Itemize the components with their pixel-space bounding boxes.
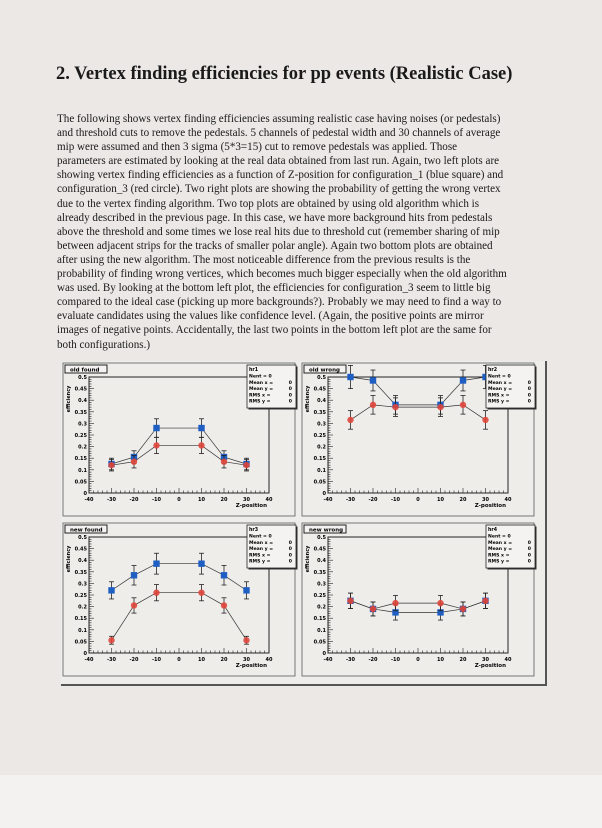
x-tick-label: 10 xyxy=(437,497,444,503)
data-point-square xyxy=(460,377,466,383)
stats-label: RMS x = xyxy=(249,393,271,399)
x-tick-label: -10 xyxy=(390,497,401,503)
x-tick-label: -10 xyxy=(390,657,401,663)
paragraph-line: already described in the previous page. In this case, we have more background hits from pedestals xyxy=(57,211,493,224)
paragraph-line: parameters are estimated by looking at the real data obtained from last run. Again, two left plots are xyxy=(57,155,500,168)
data-point-circle xyxy=(108,637,114,643)
stats-value: 0 xyxy=(288,399,292,405)
paragraph-line: due to the vertex finding algorithm. Two top plots are obtained by using old algorithm which is xyxy=(57,197,480,210)
body-paragraph xyxy=(57,112,577,352)
stats-value: 0 xyxy=(288,559,292,565)
x-tick-label: -10 xyxy=(151,657,162,663)
paragraph-line: between adjacent strips for the tracks of smaller polar angle). Again two bottom plots are obtained xyxy=(57,239,493,252)
y-tick-label: 0.15 xyxy=(74,456,87,463)
paragraph-line: was used. By looking at the bottom left plot, the efficiencies for configuration_3 seem to little big xyxy=(57,282,491,295)
stats-label: RMS x = xyxy=(488,393,510,399)
x-axis-label: Z-position xyxy=(235,503,267,509)
paragraph-line: images of negative points. Accidentally, the last two points in the bottom left plot are the same for xyxy=(57,324,492,337)
data-point-circle xyxy=(198,589,204,595)
stats-label: RMS x = xyxy=(488,553,510,559)
stats-label: Mean y = xyxy=(488,547,513,553)
y-tick-label: 0.35 xyxy=(74,569,87,576)
y-tick-label: 0.45 xyxy=(74,386,87,393)
x-tick-label: -20 xyxy=(368,497,378,503)
stats-label: Mean y = xyxy=(488,387,513,393)
stats-value: 0 xyxy=(527,553,531,559)
chart-svg xyxy=(301,362,537,519)
y-tick-label: 0.05 xyxy=(313,479,326,486)
plots-figure xyxy=(61,361,547,686)
y-tick-label: 0.25 xyxy=(74,433,87,439)
x-tick-label: 10 xyxy=(198,497,205,503)
data-point-circle xyxy=(347,417,353,423)
data-point-circle xyxy=(460,402,466,408)
stats-value: 0 xyxy=(288,540,292,546)
x-tick-label: -40 xyxy=(84,657,94,663)
stats-label: RMS y = xyxy=(249,399,271,405)
y-tick-label: 0.05 xyxy=(74,639,87,646)
data-point-circle xyxy=(221,458,227,464)
data-point-circle xyxy=(198,442,204,448)
stats-label: RMS y = xyxy=(249,559,271,565)
x-tick-label: -40 xyxy=(323,657,333,663)
y-tick-label: 0.35 xyxy=(313,409,326,416)
y-tick-label: 0.1 xyxy=(78,627,87,634)
chart-title: new wrong xyxy=(309,527,344,534)
stats-value: 0 xyxy=(527,393,531,399)
y-tick-label: 0.4 xyxy=(317,398,326,405)
data-point-circle xyxy=(153,442,159,448)
y-tick-label: 0.15 xyxy=(74,616,87,623)
data-point-circle xyxy=(482,598,488,604)
x-axis-label: Z-position xyxy=(474,503,506,509)
data-point-square xyxy=(243,587,249,593)
paragraph-line: showing vertex finding efficiencies as a function of Z-position for configuration_1 (blue square) and xyxy=(57,169,504,182)
stats-label: Nent = 0 xyxy=(249,374,272,380)
data-point-circle xyxy=(131,458,137,464)
data-point-square xyxy=(198,560,204,566)
page-margin xyxy=(0,775,602,828)
paragraph-line: mip were assumed and then 3 sigma (5*3=15) cut to remove pedestals was applied. Those xyxy=(57,141,458,154)
paragraph-line: compared to the ideal case (picking up more backgrounds?). Probably we may need to find a way to xyxy=(57,296,502,309)
y-tick-label: 0.3 xyxy=(317,581,326,588)
y-tick-label: 0.35 xyxy=(74,409,87,416)
y-axis-label: efficiency xyxy=(66,385,72,413)
x-tick-label: -20 xyxy=(368,657,378,663)
x-tick-label: 20 xyxy=(220,497,228,503)
y-tick-label: 0.45 xyxy=(313,546,326,553)
y-tick-label: 0.15 xyxy=(313,456,326,463)
y-tick-label: 0.3 xyxy=(317,421,326,428)
stats-label: RMS x = xyxy=(249,553,271,559)
data-point-circle xyxy=(243,637,249,643)
data-point-circle xyxy=(108,462,114,468)
y-tick-label: 0.1 xyxy=(78,467,87,474)
chart-svg xyxy=(301,522,537,679)
y-tick-label: 0.05 xyxy=(74,479,87,486)
data-point-circle xyxy=(460,606,466,612)
y-tick-label: 0.2 xyxy=(78,604,87,611)
stats-value: 0 xyxy=(527,547,531,553)
x-axis-label: Z-position xyxy=(474,663,506,669)
paragraph-line: both configurations.) xyxy=(57,338,151,351)
x-tick-label: -40 xyxy=(84,497,94,503)
x-tick-label: -10 xyxy=(151,497,162,503)
y-tick-label: 0.4 xyxy=(78,558,87,565)
stats-name: hr3 xyxy=(249,528,259,533)
y-axis-label: efficiency xyxy=(66,545,72,573)
y-tick-label: 0.45 xyxy=(74,546,87,553)
y-tick-label: 0.15 xyxy=(313,616,326,623)
x-tick-label: 0 xyxy=(416,657,420,663)
stats-label: Mean y = xyxy=(249,387,274,393)
stats-name: hr4 xyxy=(488,528,498,533)
data-point-circle xyxy=(221,602,227,608)
y-tick-label: 0 xyxy=(322,651,326,657)
paragraph-line: after using the new algorithm. The most noticeable difference from the previous results is the xyxy=(57,253,471,266)
stats-value: 0 xyxy=(288,553,292,559)
data-point-square xyxy=(108,587,114,593)
stats-label: Mean x = xyxy=(249,380,274,386)
x-tick-label: 0 xyxy=(177,657,181,663)
data-point-circle xyxy=(482,417,488,423)
x-tick-label: 40 xyxy=(504,657,512,663)
x-tick-label: 20 xyxy=(459,657,467,663)
chart-title: new found xyxy=(70,527,103,534)
data-point-square xyxy=(131,572,137,578)
x-tick-label: -20 xyxy=(129,497,139,503)
y-tick-label: 0.1 xyxy=(317,627,326,634)
stats-label: Nent = 0 xyxy=(488,534,511,540)
stats-label: RMS y = xyxy=(488,559,510,565)
y-tick-label: 0.25 xyxy=(313,433,326,439)
stats-value: 0 xyxy=(527,380,531,386)
data-point-circle xyxy=(347,598,353,604)
paragraph-line: configuration_3 (red circle). Two right plots are showing the probability of getting the wrong vertex xyxy=(57,183,501,196)
paragraph-line: probability of finding wrong vertices, which becomes much bigger especially when the old algorithm xyxy=(57,268,507,281)
y-tick-label: 0.05 xyxy=(313,639,326,646)
stats-label: RMS y = xyxy=(488,399,510,405)
plot-old-found xyxy=(62,362,298,519)
data-point-circle xyxy=(370,402,376,408)
y-tick-label: 0.5 xyxy=(317,535,326,541)
x-tick-label: 10 xyxy=(198,657,205,663)
stats-value: 0 xyxy=(288,393,292,399)
x-tick-label: 30 xyxy=(243,657,250,663)
x-tick-label: -40 xyxy=(323,497,333,503)
paragraph-line: evaluate candidates using the values like confidence level. (Again, the positive points are mirror xyxy=(57,310,484,323)
y-tick-label: 0.25 xyxy=(74,593,87,599)
stats-value: 0 xyxy=(527,399,531,405)
paragraph-line: and threshold cuts to remove the pedestals. 5 channels of pedestal width and 30 channels of average xyxy=(57,127,501,140)
x-tick-label: 30 xyxy=(482,497,489,503)
y-tick-label: 0.1 xyxy=(317,467,326,474)
stats-label: Nent = 0 xyxy=(488,374,511,380)
plot-new-found xyxy=(62,522,298,679)
x-tick-label: 40 xyxy=(265,497,273,503)
stats-label: Mean x = xyxy=(488,380,513,386)
plot-new-wrong xyxy=(301,522,537,679)
x-axis-label: Z-position xyxy=(235,663,267,669)
chart-svg xyxy=(62,362,298,519)
data-point-circle xyxy=(243,462,249,468)
chart-svg xyxy=(62,522,298,679)
y-tick-label: 0.35 xyxy=(313,569,326,576)
data-point-circle xyxy=(370,606,376,612)
chart-title: old found xyxy=(70,367,100,374)
data-point-square xyxy=(153,560,159,566)
stats-value: 0 xyxy=(527,540,531,546)
y-tick-label: 0.3 xyxy=(78,421,87,428)
y-axis-label: efficiency xyxy=(305,545,311,573)
x-tick-label: 30 xyxy=(243,497,250,503)
data-point-circle xyxy=(437,404,443,410)
x-tick-label: 10 xyxy=(437,657,444,663)
stats-label: Nent = 0 xyxy=(249,534,272,540)
data-point-circle xyxy=(392,600,398,606)
stats-name: hr2 xyxy=(488,368,498,373)
y-tick-label: 0.3 xyxy=(78,581,87,588)
data-point-circle xyxy=(153,589,159,595)
stats-value: 0 xyxy=(288,380,292,386)
x-tick-label: 20 xyxy=(459,497,467,503)
data-point-square xyxy=(153,425,159,431)
x-tick-label: 0 xyxy=(416,497,420,503)
paragraph-line: above the threshold and some times we lose real hits due to threshold cut (remember sharing of mip xyxy=(57,225,500,238)
data-point-circle xyxy=(392,404,398,410)
stats-label: Mean x = xyxy=(249,540,274,546)
x-tick-label: 30 xyxy=(482,657,489,663)
x-tick-label: 40 xyxy=(504,497,512,503)
stats-value: 0 xyxy=(288,387,292,393)
y-tick-label: 0.2 xyxy=(317,444,326,451)
x-tick-label: -30 xyxy=(345,657,356,663)
y-tick-label: 0.2 xyxy=(317,604,326,611)
stats-value: 0 xyxy=(288,547,292,553)
y-tick-label: 0 xyxy=(83,651,87,657)
x-tick-label: -30 xyxy=(345,497,356,503)
stats-name: hr1 xyxy=(249,368,259,373)
y-tick-label: 0.5 xyxy=(78,375,87,381)
y-tick-label: 0 xyxy=(322,491,326,497)
x-tick-label: 40 xyxy=(265,657,273,663)
data-point-square xyxy=(370,377,376,383)
y-tick-label: 0.5 xyxy=(317,375,326,381)
y-tick-label: 0.45 xyxy=(313,386,326,393)
data-point-square xyxy=(347,374,353,380)
y-tick-label: 0.5 xyxy=(78,535,87,541)
x-tick-label: 0 xyxy=(177,497,181,503)
x-tick-label: -20 xyxy=(129,657,139,663)
y-tick-label: 0 xyxy=(83,491,87,497)
y-axis-label: efficiency xyxy=(305,385,311,413)
y-tick-label: 0.2 xyxy=(78,444,87,451)
y-tick-label: 0.4 xyxy=(78,398,87,405)
data-point-circle xyxy=(437,600,443,606)
stats-label: Mean y = xyxy=(249,547,274,553)
data-point-circle xyxy=(131,602,137,608)
y-tick-label: 0.4 xyxy=(317,558,326,565)
x-tick-label: -30 xyxy=(106,657,117,663)
data-point-square xyxy=(221,572,227,578)
x-tick-label: -30 xyxy=(106,497,117,503)
data-point-square xyxy=(198,425,204,431)
chart-title: old wrong xyxy=(309,367,340,374)
paragraph-line: The following shows vertex finding efficiencies assuming realistic case having noises (or pedestals) xyxy=(57,113,501,125)
section-heading: 2. Vertex finding efficiencies for pp events (Realistic Case) xyxy=(56,64,513,84)
x-tick-label: 20 xyxy=(220,657,228,663)
stats-value: 0 xyxy=(527,387,531,393)
y-tick-label: 0.25 xyxy=(313,593,326,599)
plot-old-wrong xyxy=(301,362,537,519)
stats-value: 0 xyxy=(527,559,531,565)
stats-label: Mean x = xyxy=(488,540,513,546)
